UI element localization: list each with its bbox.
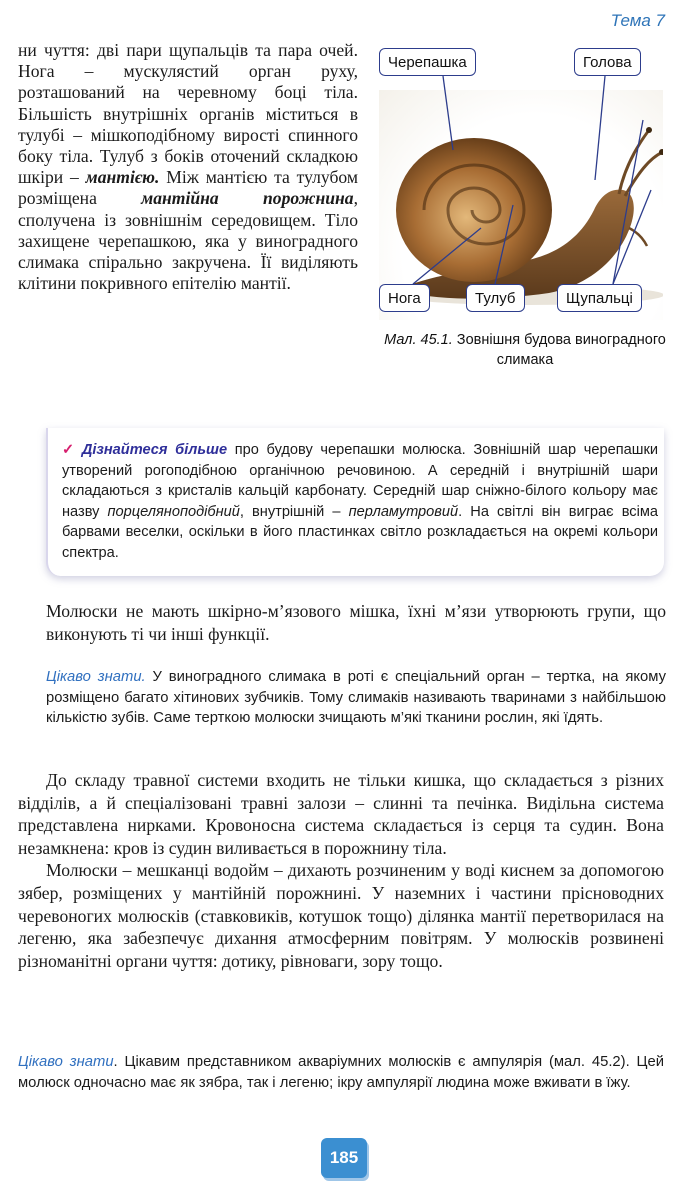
label-tentacles: Щупальці	[557, 284, 642, 312]
fact-title: Цікаво знати.	[46, 669, 146, 685]
caption-number: Мал. 45.1.	[384, 332, 453, 348]
line-head	[595, 76, 605, 180]
caption-text: Зовнішня будова виноградного слимака	[452, 332, 666, 368]
label-head: Голова	[574, 48, 641, 76]
learn-more-text-b: , внутрішній –	[239, 503, 349, 520]
label-body: Тулуб	[466, 284, 525, 312]
respiration-paragraph: Молюски – мешканці водойм – дихають розчиненим у воді киснем за допомогою зябер, розміщених у мантійній порожнині. У наземних і частини прісноводних черевоногих молюсків (ставковиків, котушок тощо) ділянка мантії перетворилася на легеню, яка забезпечує дихання атмосферним повітрям. У молюсків розвинені різноманітні органи чуття: дотику, рівноваги, зору тощо.	[18, 860, 664, 971]
checkmark-icon: ✓	[62, 442, 78, 458]
learn-more-text-a: про будову черепашки молюска. Зовнішній шар черепашки утворений рогоподібною органічною речовиною. А середній і внутрішній шари складаються з кристалів кальцій карбонату. Середній шар сніжно-білого кольору має назву	[62, 442, 658, 520]
learn-more-title: Дізнайтеся більше	[81, 442, 228, 458]
fact-radula	[46, 667, 666, 729]
topic-header: Тема 7	[610, 11, 665, 30]
fact-text: . Цікавим представником акваріумних молюсків є ампулярія (мал. 45.2). Цей молюск одночасно має як зябра, так і легеню; ікру ампулярії людина може вживати в їжу.	[18, 1054, 664, 1091]
term-porcelain: порцеляноподібний	[107, 503, 240, 520]
intro-text-b: Між мантією та тулубом розміщена	[18, 167, 358, 209]
figure-caption	[380, 330, 670, 370]
systems-text	[18, 769, 664, 972]
muscles-paragraph: Молюски не мають шкірно-м’язового мішка, їхні м’язи утворюють групи, що виконують ті чи інші функції.	[46, 601, 666, 644]
line-foot	[413, 228, 481, 284]
digestive-paragraph: До складу травної системи входить не тільки кишка, що складається з різних відділів, а й спеціалізовані травні залози – слинні та печінка. Видільна система представлена нирками. Кровоносна система складається із серця та судин. Вона незамкнена: кров із судин виливається в порожнину тіла.	[18, 770, 664, 858]
term-nacre: перламутровий	[348, 503, 459, 520]
fact-ampullaria	[18, 1052, 664, 1093]
snail-figure	[373, 40, 671, 315]
page-number: 185	[321, 1138, 367, 1178]
line-body	[495, 205, 513, 284]
learn-more-text-c: . На світлі він виграє всіма барвами веселки, оскільки в його пластинках світло розкладається на окремі кольори спектра.	[62, 503, 658, 561]
fact-title: Цікаво знати	[18, 1054, 114, 1070]
intro-paragraph	[18, 40, 358, 294]
line-shell	[443, 76, 453, 150]
learn-more-text	[62, 440, 658, 564]
callout-lines	[373, 40, 671, 315]
learn-more-box	[46, 428, 664, 576]
intro-text-a: ни чуття: дві пари щупальців та пара очей. Нога – мускулястий орган руху, розташований на черевному боці тіла. Більшість внутрішніх органів міститься в тулубі – мішкоподібному вирості спинного боку тіла. Тулуб з боків оточений складкою шкіри –	[18, 40, 358, 188]
label-foot: Нога	[379, 284, 430, 312]
intro-text-c: , сполучена із зовнішнім середовищем. Тіло захищене черепашкою, яка у виноградного слимака спірально закручена. Її виділяють клітини покривного епітелію мантії.	[18, 188, 358, 294]
line-tentacles-a	[613, 190, 651, 284]
fact-text: У виноградного слимака в роті є спеціальний орган – тертка, на якому розміщено багато хітинових зубчиків. Тому слимаків називають тваринами з найбільшою кількістю зубів. Саме терткою молюски зчищають м’які тканини рослин, які їдять.	[46, 669, 666, 727]
term-mantle: мантією.	[85, 167, 160, 188]
term-mantle-cavity: мантійна порожнина	[141, 188, 354, 209]
line-tentacles-b	[613, 120, 643, 284]
label-shell: Черепашка	[379, 48, 476, 76]
